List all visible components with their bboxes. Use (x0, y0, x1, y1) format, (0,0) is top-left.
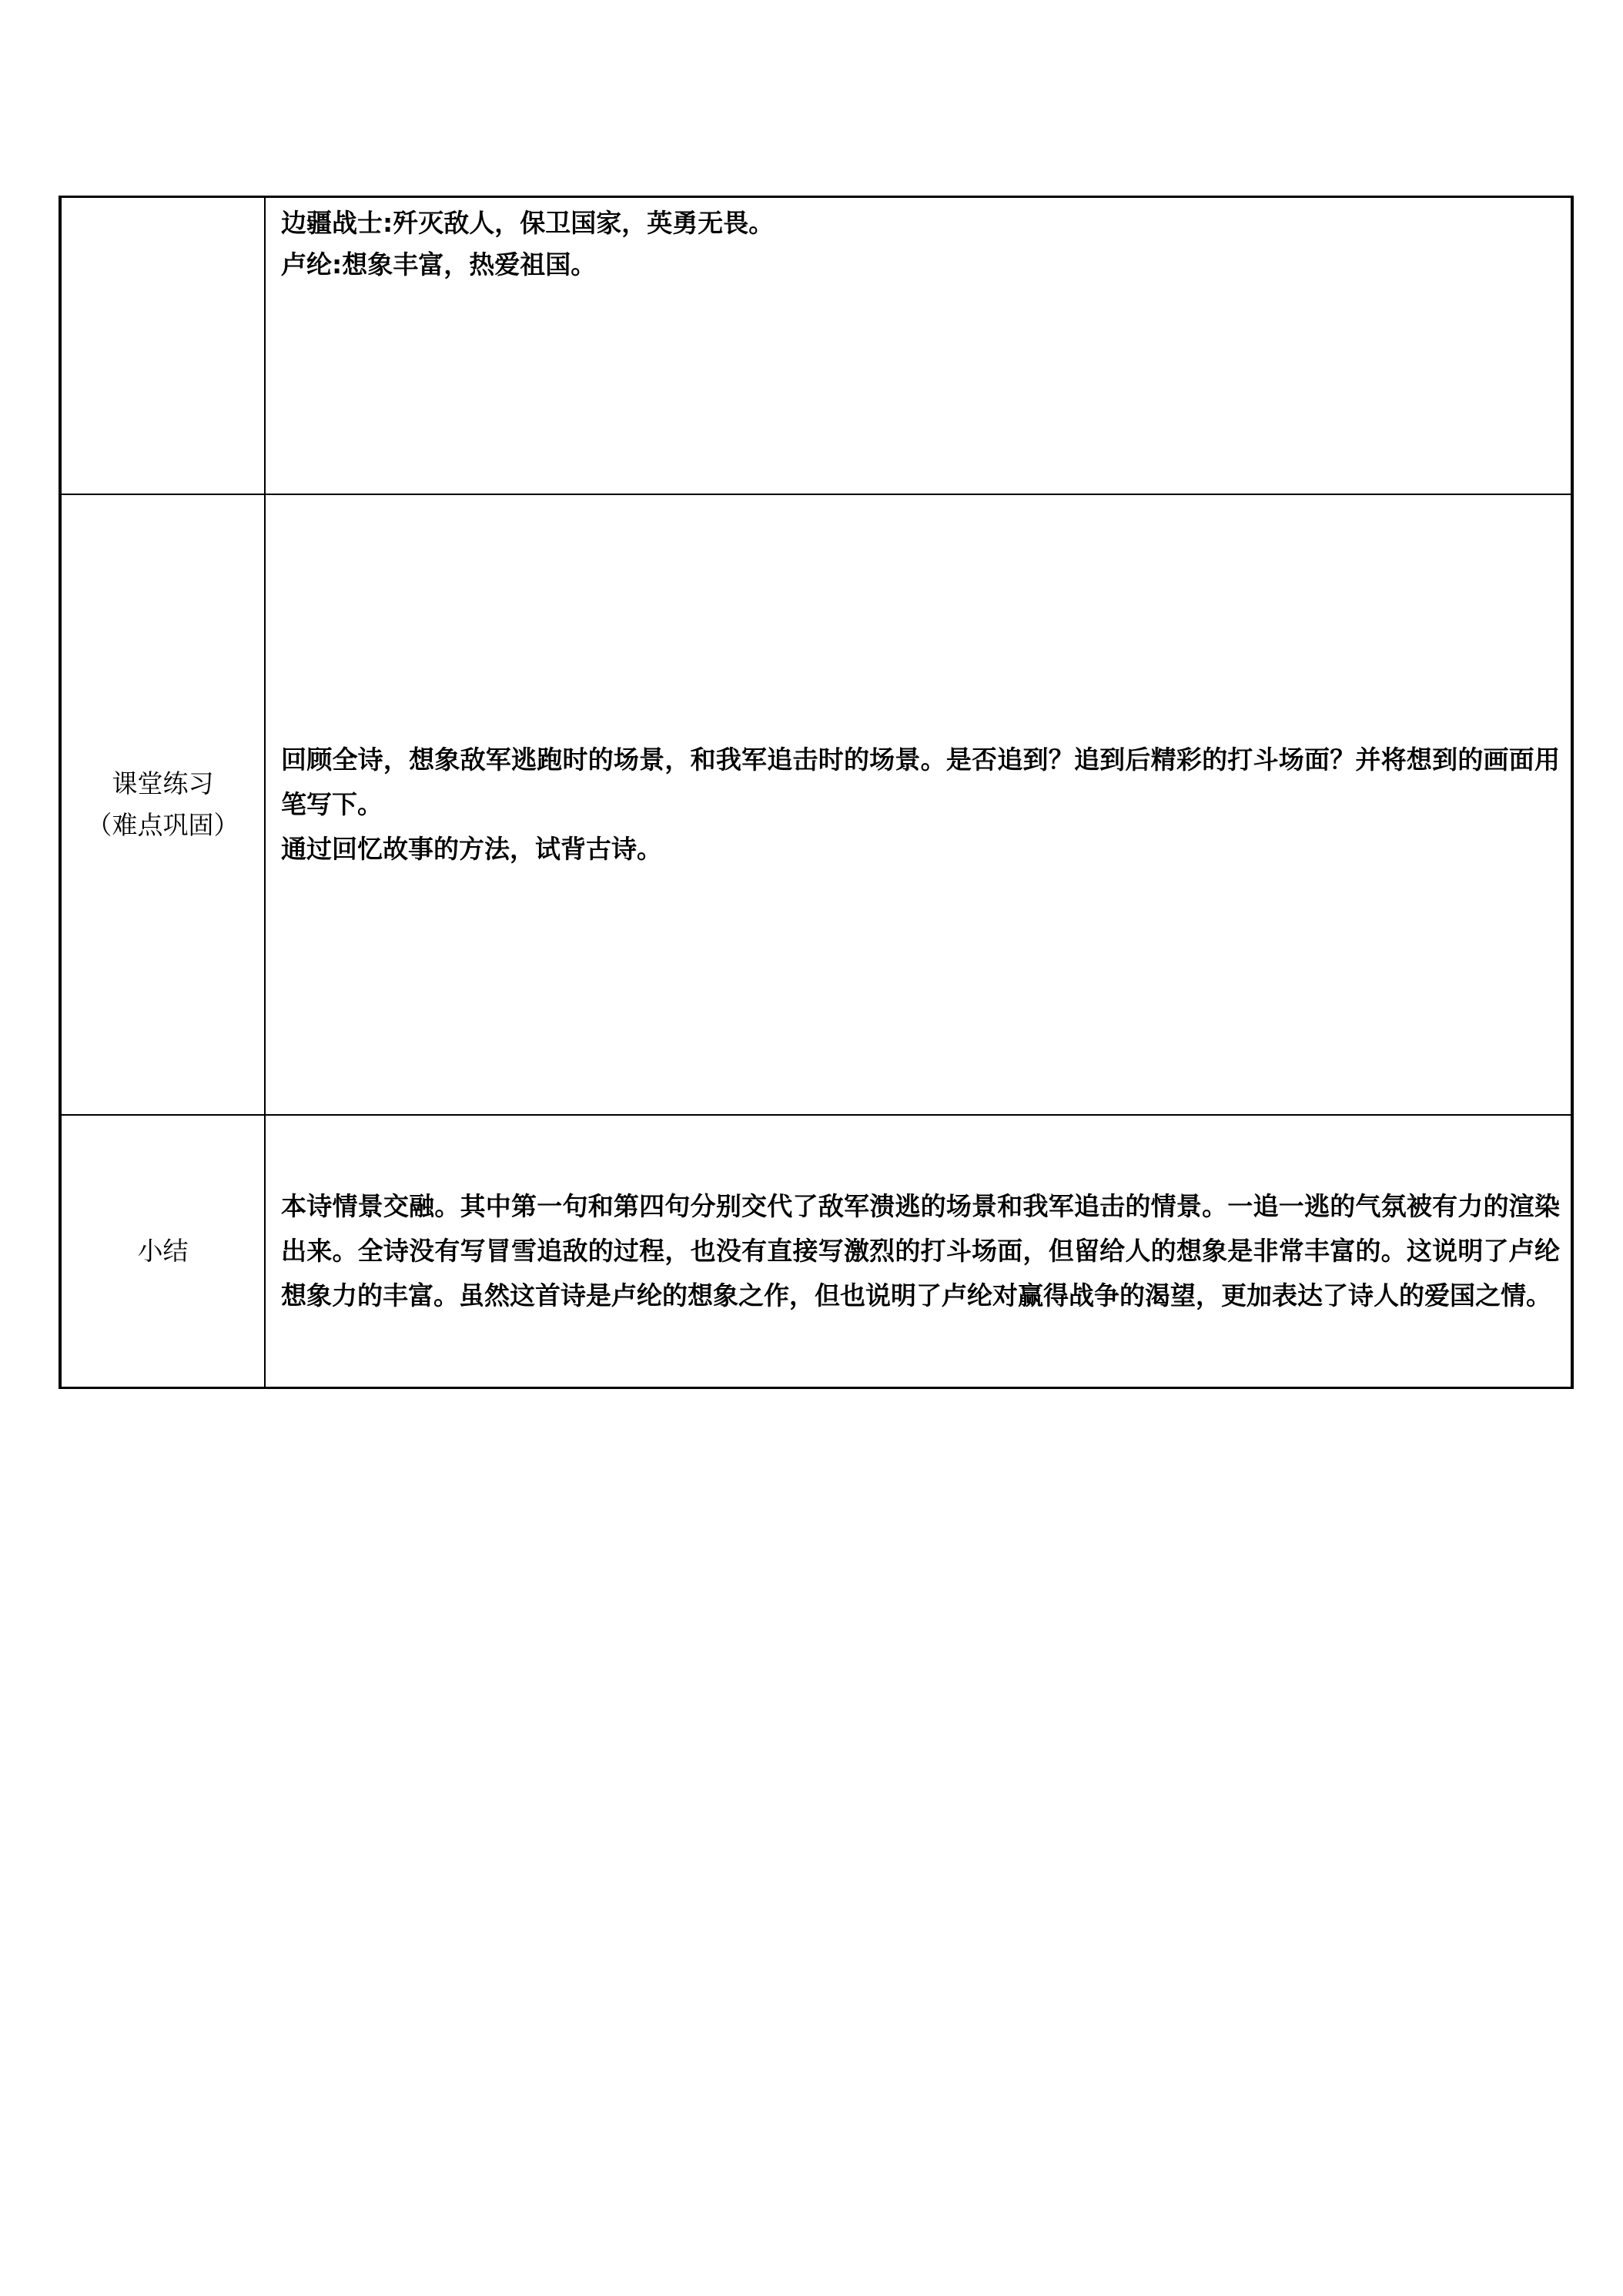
table-row-summary (60, 1115, 1572, 1388)
row-label-cell-empty (60, 197, 265, 495)
lesson-plan-table (59, 196, 1574, 1389)
classroom-practice-content-cell (265, 494, 1572, 1115)
summary-content-cell (265, 1115, 1572, 1388)
summary-label-cell: 小结 (60, 1115, 265, 1388)
table-row-classroom-practice (60, 494, 1572, 1115)
classroom-practice-label-cell (60, 494, 265, 1115)
character-summary-cell (265, 197, 1572, 495)
classroom-practice-label: 课堂练习 (112, 768, 214, 798)
table-row-character-summary (60, 197, 1572, 495)
border-soldier-line: 边疆战士:歼灭敌人，保卫国家，英勇无畏。 (281, 208, 775, 238)
recitation-task-paragraph: 通过回忆故事的方法，试背古诗。 (281, 834, 662, 864)
difficulty-consolidation-label: （难点巩固） (86, 810, 239, 840)
practice-task-paragraph: 回顾全诗，想象敌军逃跑时的场景，和我军追击时的场景。是否追到？追到后精彩的打斗场面？并将想到的画面用笔写下。 (281, 745, 1560, 819)
summary-paragraph: 本诗情景交融。其中第一句和第四句分别交代了敌军溃逃的场景和我军追击的情景。一追一逃的气氛被有力的渲染出来。全诗没有写冒雪追敌的过程，也没有直接写激烈的打斗场面，但留给人的想象是非常丰富的。这说明了卢纶想象力的丰富。虽然这首诗是卢纶的想象之作，但也说明了卢纶对赢得战争的渴望，更加表达了诗人的爱国之情。 (281, 1191, 1560, 1310)
lu-lun-line: 卢纶:想象丰富，热爱祖国。 (281, 249, 597, 279)
